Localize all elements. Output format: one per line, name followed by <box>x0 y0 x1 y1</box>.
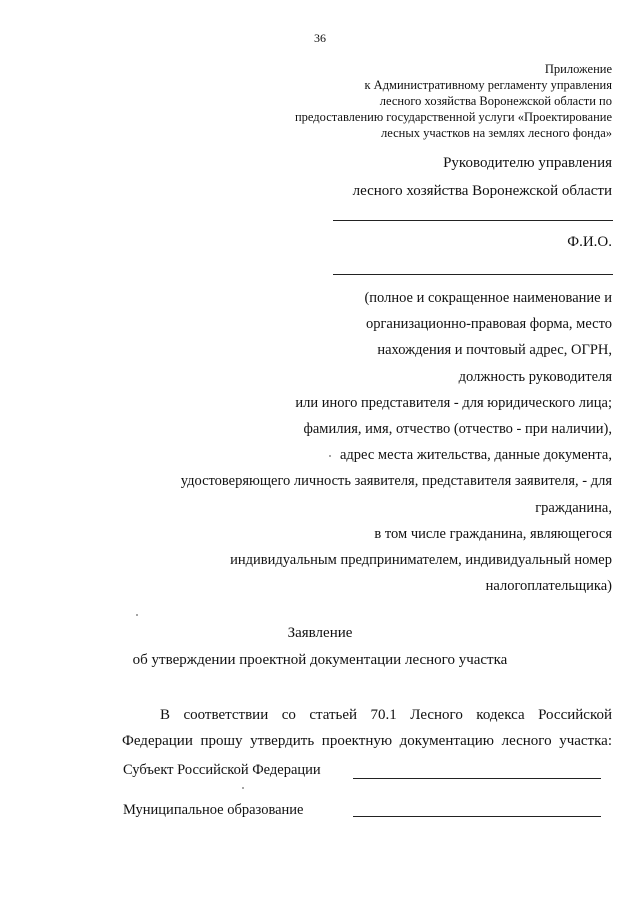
instruction-line: налогоплательщика) <box>485 578 612 595</box>
statement-subtitle: об утверждении проектной документации лесного участка <box>132 652 508 668</box>
instruction-line: организационно-правовая форма, место <box>365 316 612 333</box>
instruction-line: должность руководителя <box>458 368 612 385</box>
subject-field[interactable] <box>353 761 601 779</box>
subject-label: Субъект Российской Федерации <box>123 762 321 778</box>
annex-line: предоставлению государственной услуги «Проектирование <box>294 110 612 124</box>
municipality-label: Муниципальное образование <box>123 802 304 818</box>
statement-body <box>122 702 612 754</box>
instruction-line: нахождения и почтовый адрес, ОГРН, <box>377 342 612 359</box>
annex-line: лесных участков на землях лесного фонда» <box>380 126 612 140</box>
instruction-line: удостоверяющего личность заявителя, представителя заявителя, - для <box>180 473 612 490</box>
scan-speck <box>136 614 138 616</box>
applicant-instructions <box>181 285 612 599</box>
instruction-line: или иного представителя - для юридического лица; <box>295 394 612 411</box>
instruction-line: адрес места жительства, данные документа, <box>339 447 612 464</box>
annex-line: к Административному регламенту управления <box>364 78 612 92</box>
addressee-rule <box>333 220 613 221</box>
municipality-field[interactable] <box>353 799 601 817</box>
addressee-line-2: лесного хозяйства Воронежской области <box>352 183 612 199</box>
page-number: 36 <box>314 31 326 45</box>
annex-line: Приложение <box>544 62 612 76</box>
statement-body-text: В соответствии со статьей 70.1 Лесного кодекса Российской Федерации прошу утвердить проектную документацию лесного участка: <box>122 707 612 749</box>
instruction-line: гражданина, <box>535 499 612 516</box>
statement-title: Заявление <box>287 625 353 641</box>
instruction-line: (полное и сокращенное наименование и <box>364 290 612 306</box>
addressee-fio: Ф.И.О. <box>567 234 612 250</box>
scan-speck <box>329 455 331 457</box>
instruction-line: в том числе гражданина, являющегося <box>374 525 612 542</box>
instruction-line: индивидуальным предпринимателем, индивидуальный номер <box>230 552 612 569</box>
annex-line: лесного хозяйства Воронежской области по <box>379 94 612 108</box>
addressee-line-1: Руководителю управления <box>443 155 612 171</box>
annex-block <box>295 61 612 141</box>
instruction-line: фамилия, имя, отчество (отчество - при наличии), <box>303 421 612 438</box>
applicant-rule <box>333 274 613 275</box>
scan-speck <box>242 787 244 789</box>
